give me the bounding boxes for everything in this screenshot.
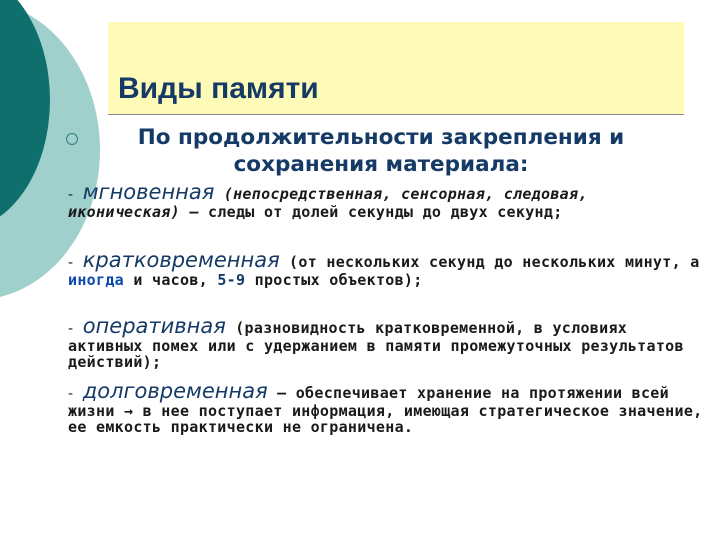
item-dash: - — [68, 255, 74, 271]
title-divider — [108, 114, 684, 115]
item-term: долговременная — [82, 379, 268, 403]
circle-bullet-icon — [66, 133, 78, 145]
item-description: — обеспечивает хранение на протяжении всей жизни → в нее поступает информация, имеющая стратегическое значение, ее емкость практически не ограничена. — [68, 384, 703, 436]
memory-type-item-operative — [68, 314, 708, 371]
memory-type-item-long-term — [68, 379, 708, 436]
slide-title: Виды памяти — [118, 72, 319, 105]
item-number-range: 5-9 — [217, 270, 246, 289]
item-dash: - — [68, 321, 74, 337]
item-term: кратковременная — [82, 248, 280, 272]
item-dash: - — [68, 386, 74, 402]
item-highlight-word: иногда — [68, 270, 124, 289]
item-term: оперативная — [82, 314, 226, 338]
item-description-part: и часов, — [124, 270, 218, 289]
memory-type-item-short-term — [68, 248, 708, 289]
item-description: — следы от долей секунды до двух секунд; — [179, 202, 563, 221]
item-synonyms: (непосредственная, сенсорная, следовая, иконическая) — [68, 185, 588, 221]
item-description-part: простых объектов); — [245, 270, 423, 289]
memory-type-item-instant — [68, 180, 708, 221]
item-description-part: (от нескольких секунд до нескольких минут, а — [279, 253, 700, 271]
item-term: мгновенная — [82, 180, 215, 204]
item-dash: - — [68, 187, 74, 203]
section-heading: По продолжительности закрепления и сохранения материала: — [137, 125, 625, 177]
item-description: (разновидность кратковременной, в условиях активных помех или с удержанием в памяти промежуточных результатов действий); — [68, 319, 684, 371]
